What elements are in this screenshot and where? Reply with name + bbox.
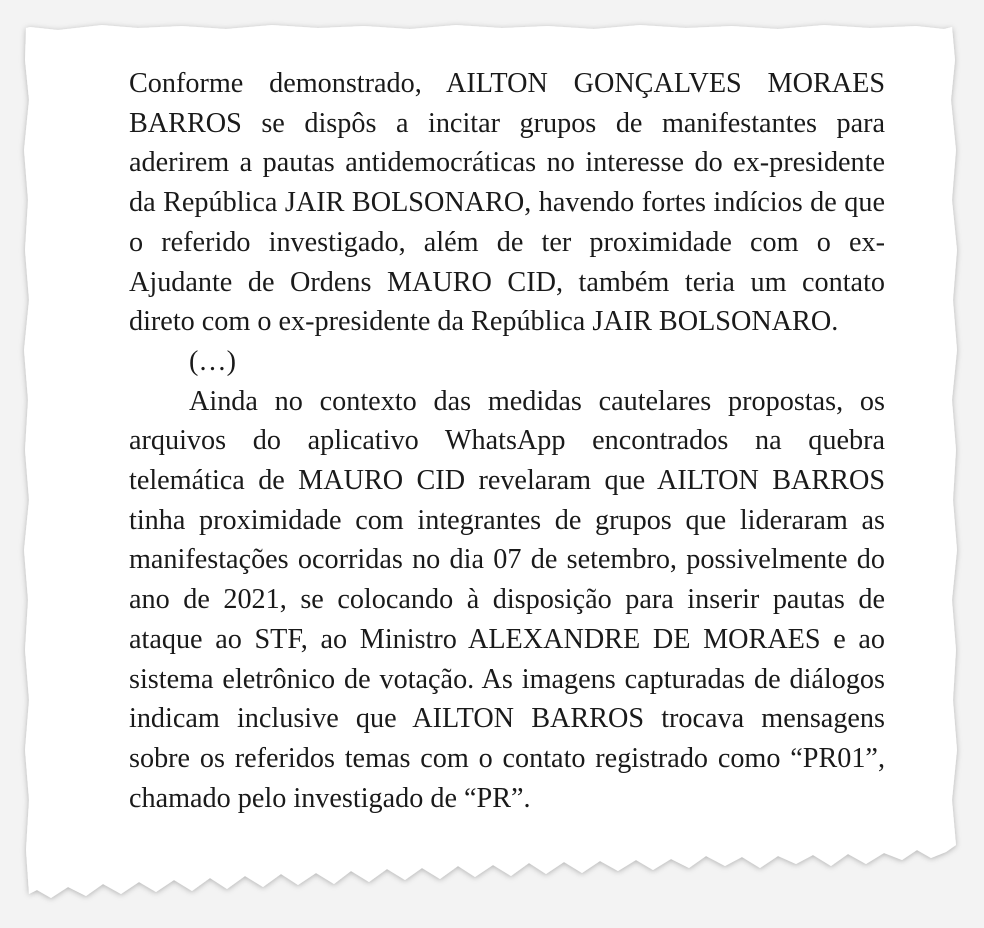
ellipsis: (…) xyxy=(189,345,236,377)
paragraph-2: Ainda no contexto das medidas cautelares propostas, os arquivos do aplicativo WhatsApp encontrados na quebra telemática de MAURO CID revelaram que AILTON BARROS tinha proximidade com integrantes de grupos que lideraram as manifestações ocorridas no dia 07 de setembro, possivelmente do ano de 2021, se colocando à disposição para inserir pautas de ataque ao STF, ao Ministro ALEXANDRE DE MORAES e ao sistema eletrônico de votação. As imagens capturadas de diálogos indicam inclusive que AILTON BARROS trocava mensagens sobre os referidos temas com o contato registrado como “PR01”, chamado pelo investigado de “PR”. xyxy=(129,385,885,814)
document-body xyxy=(129,64,885,818)
paragraph-1: Conforme demonstrado, AILTON GONÇALVES MORAES BARROS se dispôs a incitar grupos de manifestantes para aderirem a pautas antidemocráticas no interesse do ex-presidente da República JAIR BOLSONARO, havendo fortes indícios de que o referido investigado, além de ter proximidade com o ex-Ajudante de Ordens MAURO CID, também teria um contato direto com o ex-presidente da República JAIR BOLSONARO. xyxy=(129,68,885,338)
